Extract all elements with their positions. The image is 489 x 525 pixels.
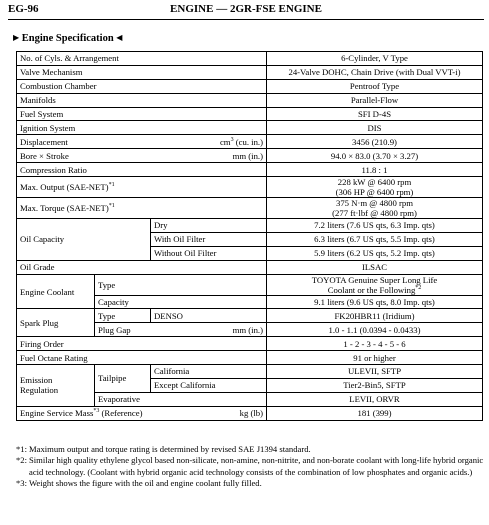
spec-unit: mm (in.) [232,324,263,335]
spec-value: 6-Cylinder, V Type [267,52,483,66]
table-row [17,93,483,107]
footnote-text: Weight shows the figure with the oil and engine coolant fully filled. [29,478,262,489]
page-code: EG-96 [8,3,39,15]
table-row [17,198,483,219]
footnote-mark: *1: [16,444,27,454]
table-row [17,309,483,323]
table-row [17,65,483,79]
spec-value: 91 or higher [267,351,483,365]
spec-label-cell [17,177,267,198]
footnote [16,444,488,455]
spec-value-cell [267,274,483,295]
footnote [16,455,488,478]
footnotes [16,444,488,489]
table-row [17,177,483,198]
spec-label-cell [17,135,267,149]
spec-value: SFI D-4S [267,107,483,121]
spec-value: 9.1 liters (9.6 US qts, 8.0 Imp. qts) [267,295,483,309]
spec-sublabel: Dry [151,219,267,233]
spec-value: 11.8 : 1 [267,163,483,177]
spec-value: 6.3 liters (6.7 US qts, 5.5 Imp. qts) [267,232,483,246]
table-row [17,121,483,135]
spec-sublabel: With Oil Filter [151,232,267,246]
spec-sublabel: Type [95,274,267,295]
spec-label-cell [17,365,95,407]
spec-label: Combustion Chamber [17,79,267,93]
spec-value-line: Coolant or the Following$^{*2}$ [327,284,422,295]
footnote-mark: *1 [108,203,115,210]
table-row [17,149,483,163]
spec-label: Max. Torque (SAE-NET) [20,203,109,214]
spec-label: Fuel System [17,107,267,121]
spec-value-cell [267,198,483,219]
table-row [17,107,483,121]
footnote [16,478,488,489]
spec-sublabel: Type [95,309,151,323]
spec-value: 5.9 liters (6.2 US qts, 5.2 Imp. qts) [267,246,483,260]
spec-label: Fuel Octane Rating [17,351,267,365]
table-row [17,406,483,420]
footnote-mark: *3: [16,478,27,489]
spec-value: Tier2-Bin5, SFTP [267,378,483,392]
spec-value: 7.2 liters (7.6 US qts, 6.3 Imp. qts) [267,219,483,233]
table-row [17,79,483,93]
footnote-mark: *2: [16,455,27,466]
spec-value: Parallel-Flow [267,93,483,107]
spec-sublabel: Except California [151,378,267,392]
spec-label: Oil Grade [17,260,267,274]
table-row [17,337,483,351]
table-row [17,135,483,149]
table-row [17,351,483,365]
spec-value: 181 (399) [267,406,483,420]
spec-sublabel: Capacity [95,295,267,309]
spec-label: Firing Order [17,337,267,351]
spec-label: Bore × Stroke [20,150,69,161]
footnote-mark: *1 [108,182,115,189]
spec-value: (306 HP @ 6400 rpm) [335,187,414,198]
spec-label: Engine Coolant [17,274,95,309]
spec-label-cell [17,198,267,219]
spec-value: LEVII, ORVR [267,392,483,406]
spec-value-cell [267,177,483,198]
spec-value: 94.0 × 83.0 (3.70 × 3.27) [267,149,483,163]
spec-value: 228 kW @ 6400 rpm [337,177,412,188]
spec-sublabel-cell [95,323,267,337]
spec-label: Valve Mechanism [17,65,267,79]
table-row [17,274,483,295]
spec-value: (277 ft·lbf @ 4800 rpm) [332,208,417,219]
spec-unit: mm (in.) [232,150,263,161]
spec-label: Oil Capacity [17,219,151,261]
page-header [8,3,484,17]
right-triangle-icon: ▶ [13,33,20,42]
spec-label: Emission [20,375,53,386]
spec-value: ULEVII, SFTP [267,365,483,379]
spec-value: 3456 (210.9) [267,135,483,149]
spec-sublabel: Without Oil Filter [151,246,267,260]
spec-value: FK20HBR11 (Iridium) [267,309,483,323]
footnote-text: Maximum output and torque rating is determined by revised SAE J1394 standard. [29,444,311,454]
spec-value: Pentroof Type [267,79,483,93]
spec-value: 1 - 2 - 3 - 4 - 5 - 6 [267,337,483,351]
spec-value: TOYOTA Genuine Super Long Life [311,274,438,285]
spec-label: Displacement [20,136,68,147]
spec-value: 375 N·m @ 4800 rpm [335,198,413,209]
spec-sublabel: California [151,365,267,379]
engine-spec-table [16,51,483,421]
spec-label: Max. Output (SAE-NET) [20,182,109,193]
spec-unit: $cm^3$ (cu. in.) [219,136,263,147]
left-triangle-icon: ◀ [116,33,123,42]
spec-value: 24-Valve DOHC, Chain Drive (with Dual VVT-i) [267,65,483,79]
header-rule [8,19,484,20]
spec-unit: kg (lb) [239,408,263,419]
footnote-text: Similar high quality ethylene glycol based non-silicate, non-amine, non-nitrite, and non-borate coolant with long-life hybrid organic acid technology. (Coolant with hybrid organic acid technology consists of the combination of low phosphates and organic acids.) [29,455,484,477]
spec-label-cell [17,149,267,163]
spec-value: 1.0 - 1.1 (0.0394 - 0.0433) [267,323,483,337]
section-heading [13,32,122,44]
spec-label: Regulation [20,385,59,396]
spec-label: Compression Ratio [17,163,267,177]
section-title: Engine Specification [21,33,114,44]
page-title: ENGINE — 2GR-FSE ENGINE [170,3,322,15]
spec-label: Ignition System [17,121,267,135]
spec-label-cell [17,406,267,420]
spec-sublabel: Tailpipe [95,365,151,393]
table-row [17,219,483,233]
table-row [17,365,483,379]
table-row [17,163,483,177]
spec-sublabel: Plug Gap [98,324,131,335]
table-row [17,52,483,66]
spec-brand: DENSO [151,309,267,323]
spec-value: ILSAC [267,260,483,274]
spec-label: No. of Cyls. & Arrangement [17,52,267,66]
footnote-mark: *3 [93,408,100,415]
spec-sublabel: Evaporative [95,392,267,406]
footnote-mark: *2 [415,284,422,291]
spec-value: DIS [267,121,483,135]
spec-label: Spark Plug [17,309,95,337]
spec-label: Manifolds [17,93,267,107]
table-row [17,260,483,274]
spec-label: Engine Service Mass$^{*3}$ (Reference) [20,408,143,419]
